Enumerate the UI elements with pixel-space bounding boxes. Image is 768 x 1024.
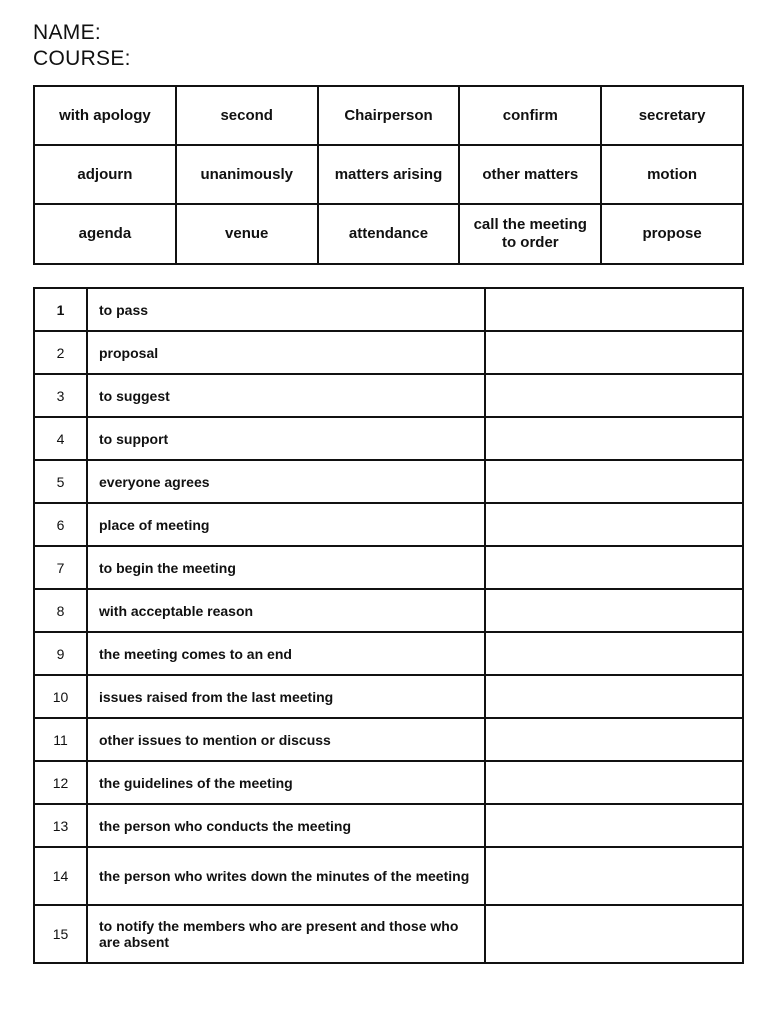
row-number: 14 [34,847,87,905]
header [33,20,131,72]
definition-text: to suggest [87,374,485,417]
answer-cell[interactable] [485,374,743,417]
word-bank-cell: venue [176,204,318,264]
answer-cell[interactable] [485,331,743,374]
row-number: 2 [34,331,87,374]
definition-text: everyone agrees [87,460,485,503]
definition-text: other issues to mention or discuss [87,718,485,761]
word-bank-cell: secretary [601,86,743,145]
word-bank-row [34,145,743,204]
word-bank-cell: unanimously [176,145,318,204]
definition-row [34,460,743,503]
word-bank-cell: motion [601,145,743,204]
definition-text: to support [87,417,485,460]
name-label: NAME: [33,21,102,44]
definition-text: place of meeting [87,503,485,546]
word-bank-cell: attendance [318,204,460,264]
row-number: 1 [34,288,87,331]
word-bank-cell: propose [601,204,743,264]
word-bank-table [33,85,744,265]
answer-cell[interactable] [485,460,743,503]
definition-row [34,675,743,718]
word-bank-cell: second [176,86,318,145]
definition-text: with acceptable reason [87,589,485,632]
row-number: 13 [34,804,87,847]
definition-text: to notify the members who are present and those who are absent [87,905,485,963]
definition-row [34,374,743,417]
definition-row [34,331,743,374]
definition-text: to pass [87,288,485,331]
answer-cell[interactable] [485,546,743,589]
definition-text: proposal [87,331,485,374]
row-number: 10 [34,675,87,718]
definition-row [34,761,743,804]
answer-cell[interactable] [485,804,743,847]
definition-text: the person who writes down the minutes of the meeting [87,847,485,905]
answer-cell[interactable] [485,905,743,963]
word-bank-row [34,86,743,145]
definition-text: the person who conducts the meeting [87,804,485,847]
definition-row [34,417,743,460]
definition-text: to begin the meeting [87,546,485,589]
word-bank-cell: confirm [459,86,601,145]
answer-cell[interactable] [485,288,743,331]
definition-text: the guidelines of the meeting [87,761,485,804]
word-bank-cell: other matters [459,145,601,204]
row-number: 6 [34,503,87,546]
word-bank-row [34,204,743,264]
word-bank-cell: with apology [34,86,176,145]
answer-cell[interactable] [485,417,743,460]
course-label: COURSE: [33,47,131,70]
row-number: 8 [34,589,87,632]
definition-row [34,804,743,847]
answer-cell[interactable] [485,847,743,905]
row-number: 15 [34,905,87,963]
answer-cell[interactable] [485,761,743,804]
definition-text: the meeting comes to an end [87,632,485,675]
definition-row [34,503,743,546]
word-bank-cell: call the meeting to order [459,204,601,264]
row-number: 11 [34,718,87,761]
row-number: 4 [34,417,87,460]
definition-row [34,589,743,632]
word-bank-cell: matters arising [318,145,460,204]
answer-cell[interactable] [485,675,743,718]
definition-row [34,847,743,905]
row-number: 12 [34,761,87,804]
word-bank-cell: agenda [34,204,176,264]
word-bank-cell: adjourn [34,145,176,204]
definition-text: issues raised from the last meeting [87,675,485,718]
definition-row [34,905,743,963]
row-number: 3 [34,374,87,417]
definition-row [34,718,743,761]
answer-cell[interactable] [485,589,743,632]
definition-row [34,288,743,331]
definitions-table [33,287,744,964]
row-number: 5 [34,460,87,503]
definition-row [34,546,743,589]
answer-cell[interactable] [485,503,743,546]
answer-cell[interactable] [485,632,743,675]
answer-cell[interactable] [485,718,743,761]
word-bank-cell: Chairperson [318,86,460,145]
definition-row [34,632,743,675]
row-number: 9 [34,632,87,675]
row-number: 7 [34,546,87,589]
